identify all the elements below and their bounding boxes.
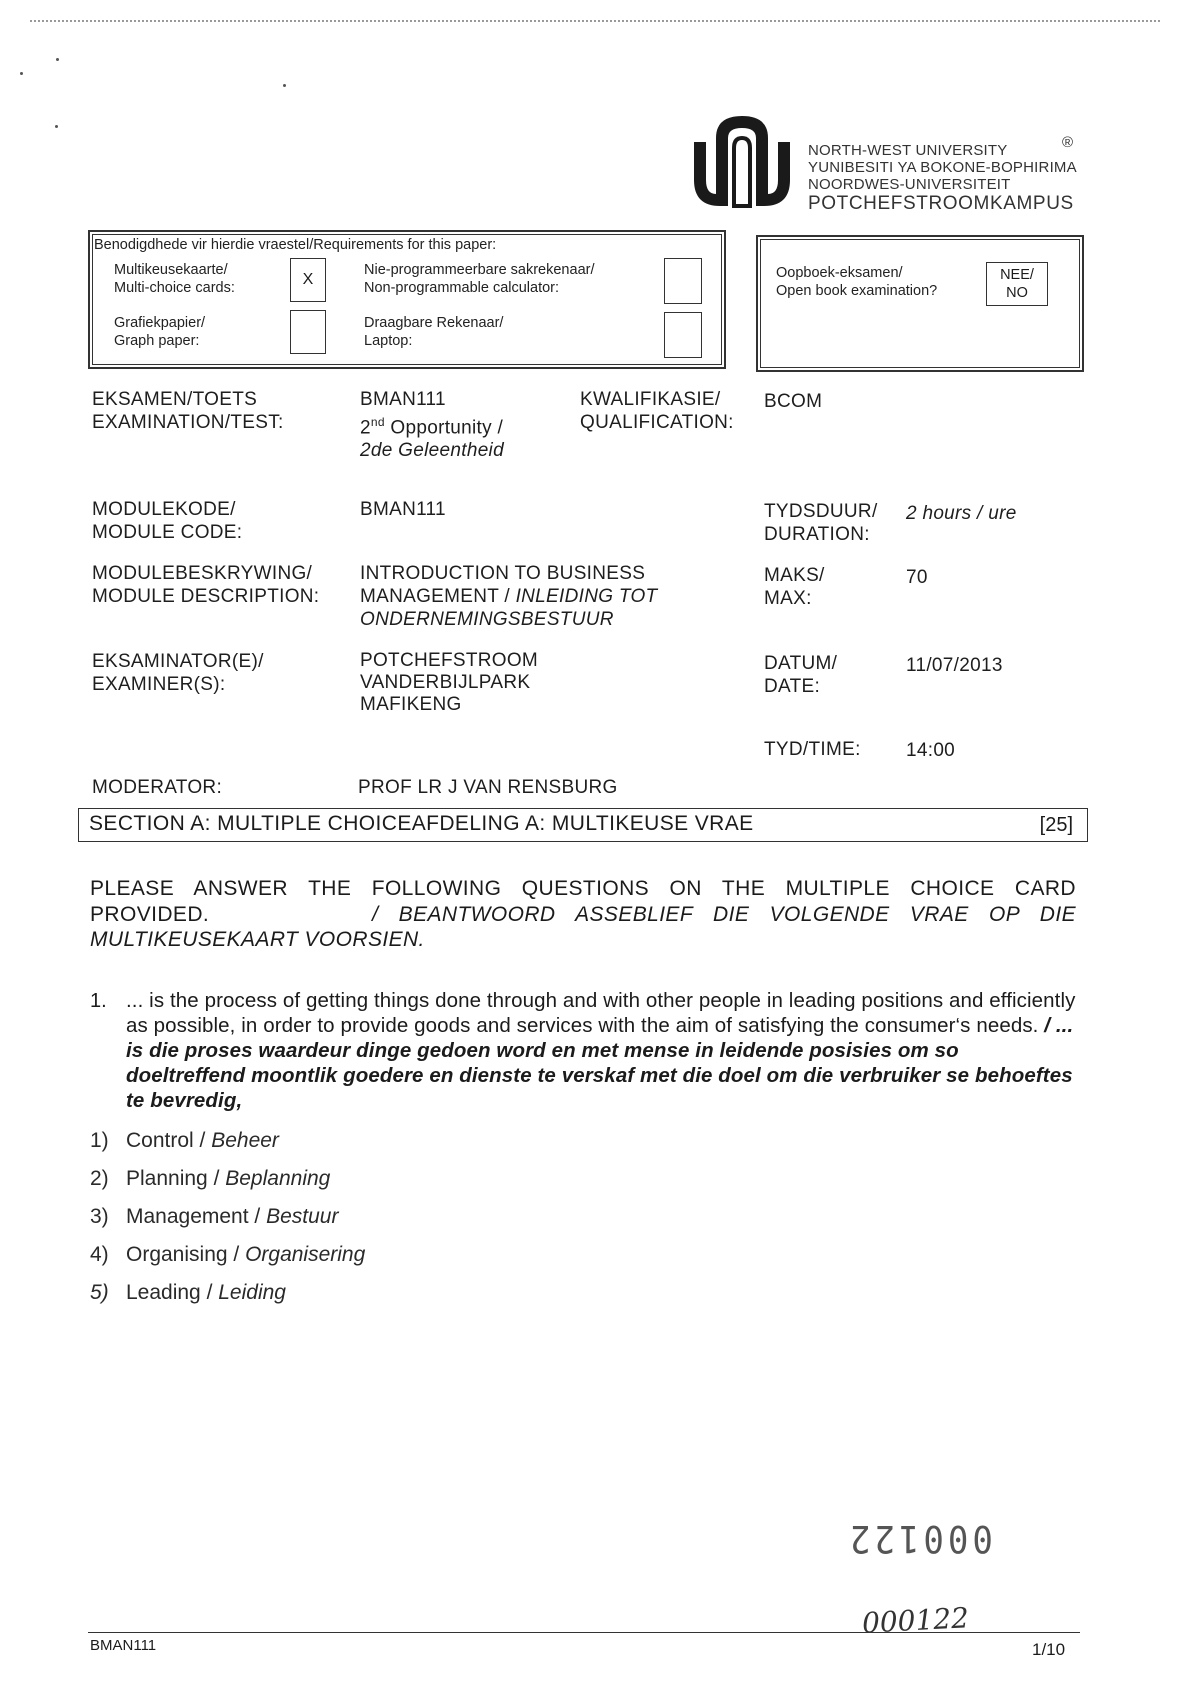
handwritten-number: 000122 bbox=[861, 1601, 970, 1640]
qualification-label: KWALIFIKASIE/ QUALIFICATION: bbox=[580, 389, 734, 433]
open-book-answer: NEE/ NO bbox=[986, 262, 1048, 306]
req-calculator-checkbox bbox=[664, 258, 702, 304]
req-calculator-label: Nie-programmeerbare sakrekenaar/ Non-programmable calculator: bbox=[364, 262, 595, 296]
requirements-heading: Benodigdhede vir hierdie vraestel/Requirements for this paper: bbox=[94, 237, 497, 253]
option-4: 4) Organising / Organisering bbox=[90, 1243, 366, 1266]
university-line-en: NORTH-WEST UNIVERSITY bbox=[808, 142, 1008, 159]
time-label: TYD/TIME: bbox=[764, 739, 861, 760]
instructions-line-3: MULTIKEUSEKAART VOORSIEN. bbox=[90, 928, 425, 951]
req-graph-paper-label: Grafiekpapier/ Graph paper: bbox=[114, 315, 206, 349]
module-description-value: INTRODUCTION TO BUSINESS MANAGEMENT / INLEIDING TOT ONDERNEMINGSBESTUUR bbox=[360, 563, 658, 630]
option-1: 1) Control / Beheer bbox=[90, 1129, 279, 1152]
registered-mark: ® bbox=[1062, 134, 1074, 151]
section-title: SECTION A: MULTIPLE CHOICEAFDELING A: MULTIKEUSE VRAE bbox=[89, 812, 754, 835]
scan-speck bbox=[56, 58, 59, 61]
max-label: MAKS/ MAX: bbox=[764, 565, 825, 609]
option-2: 2) Planning / Beplanning bbox=[90, 1167, 331, 1190]
instructions bbox=[90, 876, 1076, 953]
req-graph-paper-checkbox bbox=[290, 310, 326, 354]
footer-module-code: BMAN111 bbox=[90, 1637, 157, 1654]
module-code-label: MODULEKODE/ MODULE CODE: bbox=[92, 499, 243, 543]
req-laptop-label: Draagbare Rekenaar/ Laptop: bbox=[364, 315, 504, 349]
req-multichoice-checkbox: X bbox=[290, 258, 326, 302]
page-stamp-number: 000122 bbox=[846, 1516, 993, 1560]
footer-divider bbox=[88, 1632, 1080, 1633]
university-name bbox=[808, 142, 1077, 215]
instructions-line-2: PROVIDED. / BEANTWOORD ASSEBLIEF DIE VOLGENDE VRAE OP DIE bbox=[90, 902, 1076, 926]
examiner-list: POTCHEFSTROOM VANDERBIJLPARK MAFIKENG bbox=[360, 650, 539, 715]
section-header bbox=[78, 808, 1088, 842]
question-text bbox=[126, 988, 1076, 1113]
exam-opportunity: 2nd Opportunity / bbox=[360, 415, 504, 439]
university-line-af: NOORDWES-UNIVERSITEIT bbox=[808, 176, 1011, 193]
date-label: DATUM/ DATE: bbox=[764, 653, 838, 697]
section-marks: [25] bbox=[1039, 814, 1073, 836]
exam-label: EKSAMEN/TOETS EXAMINATION/TEST: bbox=[92, 389, 284, 433]
examiner-label: EKSAMINATOR(E)/ EXAMINER(S): bbox=[92, 651, 264, 695]
question-number: 1. bbox=[90, 990, 107, 1012]
open-book-label: Oopboek-eksamen/ Open book examination? bbox=[776, 265, 938, 299]
time-value: 14:00 bbox=[906, 740, 956, 761]
university-line-tn: YUNIBESITI YA BOKONE-BOPHIRIMA bbox=[808, 159, 1077, 176]
scan-top-artifact bbox=[30, 20, 1160, 22]
req-multichoice-label: Multikeusekaarte/ Multi-choice cards: bbox=[114, 262, 235, 296]
module-code-value: BMAN111 bbox=[360, 499, 446, 520]
qualification-value: BCOM bbox=[764, 391, 823, 412]
duration-value: 2 hours / ure bbox=[906, 503, 1017, 524]
req-laptop-checkbox bbox=[664, 312, 702, 358]
module-description-label: MODULEBESKRYWING/ MODULE DESCRIPTION: bbox=[92, 563, 320, 607]
instructions-line-1: PLEASE ANSWER THE FOLLOWING QUESTIONS ON THE MULTIPLE CHOICE CARD bbox=[90, 877, 1076, 900]
question-text-af: / ... is die proses waardeur dinge gedoen word en met mense in leidende posisies om so doeltreffend moontlik goedere en dienste te verskaf met die doel om die verbruiker se behoeftes te bevredig, bbox=[126, 1014, 1074, 1112]
option-3: 3) Management / Bestuur bbox=[90, 1205, 339, 1228]
campus-name: POTCHEFSTROOMKAMPUS bbox=[808, 193, 1074, 214]
scan-speck bbox=[283, 84, 286, 87]
exam-value: BMAN111 2nd Opportunity / 2de Geleentheid bbox=[360, 389, 504, 462]
moderator-value: PROF LR J VAN RENSBURG bbox=[358, 777, 618, 798]
question-text-en: ... is the process of getting things done through and with other people in leading positions and efficiently as possible, in order to provide goods and services with the aim of satisfying the consumer‘s needs. bbox=[126, 989, 1076, 1037]
nwu-logo bbox=[686, 108, 798, 218]
scan-speck bbox=[20, 72, 23, 75]
scan-speck bbox=[55, 125, 58, 128]
date-value: 11/07/2013 bbox=[906, 655, 1003, 676]
option-5: 5) Leading / Leiding bbox=[90, 1281, 286, 1304]
duration-label: TYDSDUUR/ DURATION: bbox=[764, 501, 878, 545]
footer-page-number: 1/10 bbox=[1032, 1640, 1066, 1659]
max-value: 70 bbox=[906, 567, 928, 588]
moderator-label: MODERATOR: bbox=[92, 777, 223, 798]
